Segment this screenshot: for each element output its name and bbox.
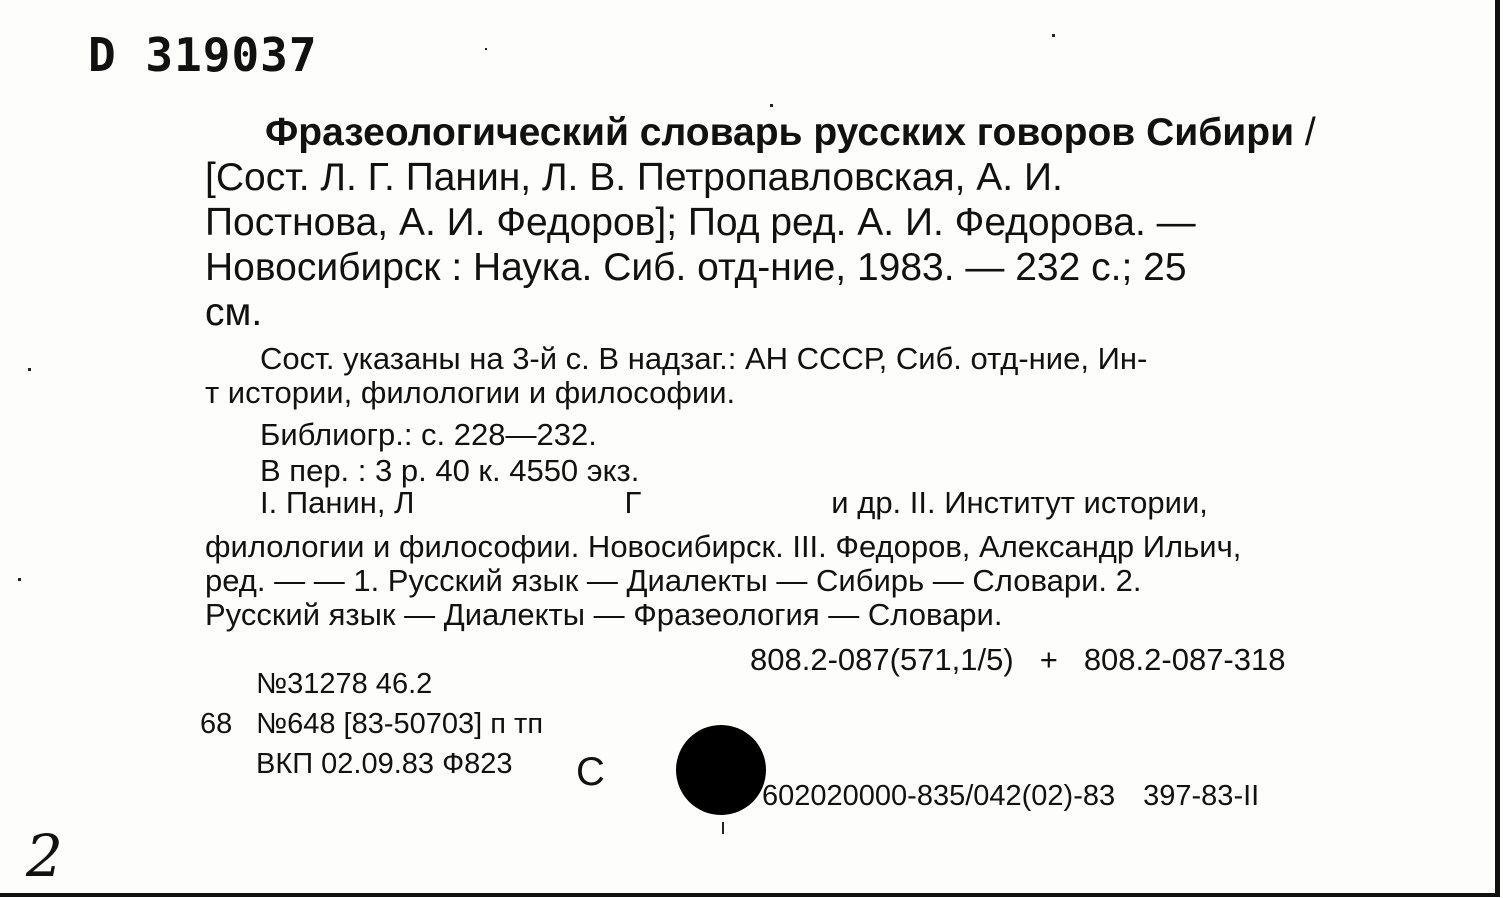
tracing-g: Г	[624, 485, 642, 520]
classification-code	[762, 780, 1259, 813]
udc-second: 808.2-087-318	[1083, 642, 1286, 677]
title-line-3: Постнова, А. И. Федоров]; Под ред. А. И. Федорова. —	[205, 201, 1196, 244]
speck	[770, 104, 773, 107]
udc-plus: +	[1039, 642, 1058, 677]
catalog-vkp: ВКП 02.09.83 Ф823	[256, 748, 513, 780]
title-slash: /	[1294, 111, 1316, 154]
speck	[722, 822, 724, 834]
card-code: D 319037	[88, 28, 318, 82]
note-bibliography-text: Библиогр.: с. 228—232.	[260, 417, 597, 452]
tracing-start: I. Панин, Л	[260, 485, 415, 520]
note-compilers	[205, 342, 1375, 410]
catalog-info	[200, 664, 543, 784]
note-bibliography	[205, 418, 1375, 452]
note-price-text: В пер. : 3 р. 40 к. 4550 экз.	[260, 453, 640, 488]
title-line-2: [Сост. Л. Г. Панин, Л. В. Петропавловская, А. И.	[205, 156, 1063, 199]
speck	[1052, 34, 1055, 37]
udc-classification	[750, 642, 1285, 678]
udc-main: 808.2-087(571,1/5)	[750, 642, 1014, 677]
title-line	[205, 110, 1375, 155]
speck	[28, 368, 31, 371]
title-line-4: Новосибирск : Наука. Сиб. отд-ние, 1983. — 232 с.; 25	[205, 246, 1187, 289]
title-line-5: см.	[205, 291, 263, 334]
catalog-prefix: 68	[200, 708, 233, 740]
tracings-first-line	[205, 486, 1375, 520]
bibliographic-description	[205, 110, 1375, 335]
note-compilers-line-1: Сост. указаны на 3-й с. В надзаг.: АН СССР, Сиб. отд-ние, Ин-	[260, 341, 1148, 376]
tracing-line-1: филологии и философии. Новосибирск. III. Федоров, Александр Ильич,	[205, 529, 1242, 564]
tracings	[205, 530, 1375, 632]
isbn-price: 397-83-II	[1143, 780, 1260, 812]
catalog-number: №31278 46.2	[256, 668, 433, 700]
catalog-order-row	[200, 704, 543, 744]
tracing-rest: и др. II. Институт истории,	[831, 485, 1208, 520]
stamp-letter: С	[576, 750, 605, 794]
isbn-code: 602020000-835/042(02)-83	[762, 780, 1116, 812]
note-compilers-line-2: т истории, филологии и философии.	[205, 375, 736, 410]
catalog-vkp-row	[200, 744, 543, 784]
tracing-line-3: Русский язык — Диалекты — Фразеология — Словари.	[205, 597, 1003, 632]
note-price	[205, 454, 1375, 488]
speck	[18, 578, 21, 581]
tracing-line-2: ред. — — 1. Русский язык — Диалекты — Сибирь — Словари. 2.	[205, 563, 1142, 598]
punch-hole	[676, 725, 766, 815]
catalog-number-row	[200, 664, 543, 704]
handwritten-mark: 2	[26, 822, 63, 890]
catalog-order: №648 [83-50703] п тп	[256, 708, 544, 740]
book-title: Фразеологический словарь русских говоров Сибири	[265, 111, 1295, 154]
speck	[485, 48, 487, 50]
